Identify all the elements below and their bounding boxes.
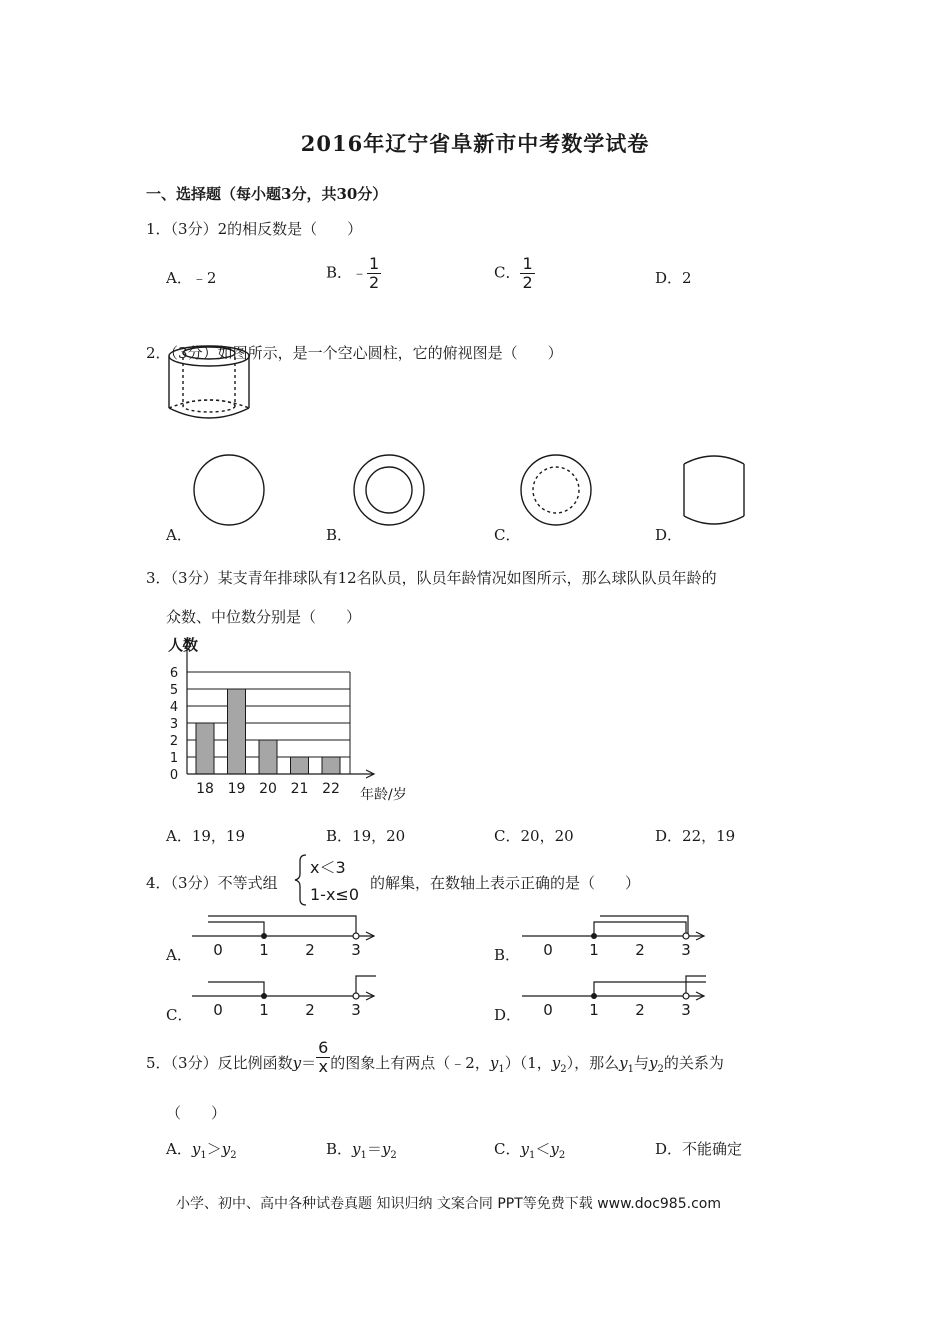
q5-fraction [316, 1039, 330, 1076]
q4-inequality-system [294, 852, 374, 908]
q4-inequality-2: 1-x≤0 [310, 885, 360, 904]
chart-x-tick-labels [196, 781, 340, 797]
bar-age-19 [228, 689, 246, 774]
q4-stem-suffix: 的解集，在数轴上表示正确的是（ ） [370, 874, 641, 892]
hollow-cylinder-figure [160, 338, 260, 428]
number-line-label: 3 [351, 1001, 361, 1019]
subscript: 1 [200, 1150, 207, 1161]
open-point-icon [683, 933, 689, 939]
q4-option-a: A． [166, 946, 192, 964]
q3-option-b: B．19，20 [326, 827, 406, 845]
option-letter: B． [326, 1140, 353, 1158]
q4-inequality-1: x＜3 [310, 858, 346, 877]
q5-var-y: y [381, 1140, 391, 1158]
operator: ＝ [366, 1140, 382, 1158]
q5-answer-paren: （ ） [166, 1104, 227, 1122]
q5-var-y: y [550, 1140, 559, 1158]
x-tick-label: 21 [290, 781, 309, 797]
q1-option-c [494, 255, 535, 292]
q1-option-c-fraction [520, 255, 534, 292]
bar-age-22 [322, 757, 340, 774]
q5-stem [146, 1037, 724, 1076]
q5-var-y: y [551, 1054, 561, 1072]
solution-bracket [686, 976, 706, 996]
number-line-label: 1 [589, 941, 599, 959]
x-tick-label: 18 [196, 781, 214, 797]
fraction-denominator: x [318, 1056, 328, 1076]
number-line-label: 2 [305, 1001, 315, 1019]
q2-option-c-figure [519, 453, 595, 529]
subscript: 2 [560, 1064, 567, 1075]
q5-option-d: D．不能确定 [655, 1140, 743, 1158]
q3-stem-line2: 众数、中位数分别是（ ） [166, 608, 362, 626]
q3-stem-line1: 3．（3分）某支青年排球队有12名队员，队员年龄情况如图所示，那么球队队员年龄的 [146, 569, 717, 587]
number-line-label: 2 [305, 941, 315, 959]
y-tick-label: 6 [169, 666, 179, 681]
q5-and: 与 [633, 1054, 649, 1072]
x-tick-label: 22 [322, 781, 340, 797]
number-line-label: 3 [351, 941, 361, 959]
q5-var-y: y [520, 1140, 529, 1158]
subscript: 1 [360, 1150, 367, 1161]
bar-age-21 [291, 757, 309, 774]
number-line-label: 0 [543, 1001, 553, 1019]
q4-option-d: D． [494, 1006, 522, 1024]
q3-option-c: C．20，20 [494, 827, 574, 845]
q1-option-c-prefix: C． [494, 263, 521, 282]
chart-bars [196, 689, 340, 774]
number-line-label: 1 [589, 1001, 599, 1019]
q1-option-b-prefix: B．﹣ [326, 263, 368, 282]
q2-option-a: A． [166, 526, 192, 544]
q5-relation: 的关系为 [663, 1054, 724, 1072]
subscript: 2 [390, 1150, 397, 1161]
q4-option-b: B． [494, 946, 521, 964]
q4-option-a-number-line [186, 910, 386, 960]
number-line-label: 3 [681, 941, 691, 959]
operator: ＜ [535, 1140, 551, 1158]
open-point-icon [353, 933, 359, 939]
fraction-numerator: 6 [318, 1037, 329, 1057]
q4-option-b-number-line [516, 910, 716, 960]
fraction-numerator: 1 [369, 254, 380, 273]
q5-var-y: y [648, 1054, 658, 1072]
q5-var-y: y [489, 1054, 499, 1072]
q3-option-d: D．22，19 [655, 827, 736, 845]
page-footer: 小学、初中、高中各种试卷真题 知识归纳 文案合同 PPT等免费下载 www.doc985.com [176, 1196, 721, 1212]
q4-option-c: C． [166, 1006, 193, 1024]
open-point-icon [683, 993, 689, 999]
option-letter: C． [494, 1140, 521, 1158]
q4-option-d-number-line [516, 970, 716, 1020]
q3-option-a: A．19，19 [166, 827, 246, 845]
q1-option-a: A．﹣2 [166, 269, 217, 287]
solution-bracket [594, 982, 706, 996]
y-tick-label: 3 [169, 717, 179, 732]
bar-age-18 [196, 723, 214, 774]
y-tick-label: 5 [169, 683, 179, 698]
q5-var-y: y [221, 1140, 231, 1158]
option-letter: A． [166, 1140, 192, 1158]
q1-stem: 1．（3分）2的相反数是（ ） [146, 220, 363, 238]
y-tick-label: 2 [169, 734, 179, 749]
operator: ＞ [206, 1140, 222, 1158]
solution-bracket [600, 916, 688, 936]
q5-option-c [494, 1138, 565, 1161]
fraction-denominator: 2 [522, 273, 533, 292]
number-line-label: 0 [213, 1001, 223, 1019]
bar-age-20 [259, 740, 277, 774]
closed-point-icon [591, 993, 597, 999]
fraction-numerator: 1 [522, 254, 533, 273]
page-title: 2016年辽宁省阜新市中考数学试卷 [300, 131, 650, 156]
solution-bracket [208, 922, 264, 936]
q1-option-b [326, 255, 381, 292]
number-line-label: 0 [213, 941, 223, 959]
q2-option-d: D． [655, 526, 683, 544]
open-point-icon [353, 993, 359, 999]
number-line-label: 2 [635, 941, 645, 959]
subscript: 1 [627, 1064, 634, 1075]
section-heading: 一、选择题（每小题3分，共30分） [146, 185, 388, 203]
solution-bracket [594, 922, 686, 936]
q5-option-b [326, 1138, 397, 1161]
q5-option-a [166, 1138, 237, 1161]
subscript: 2 [657, 1064, 664, 1075]
q4-option-c-number-line [186, 970, 386, 1020]
solution-bracket [356, 976, 376, 996]
q5-var-y: y [292, 1054, 302, 1072]
subscript: 1 [528, 1150, 536, 1161]
q5-point-sep: ）（1， [504, 1054, 552, 1072]
q5-var-y: y [352, 1140, 361, 1158]
q2-option-b-figure [352, 453, 428, 529]
q5-var-y: y [191, 1140, 201, 1158]
q5-var-y: y [619, 1054, 628, 1072]
q2-option-a-figure [192, 453, 268, 529]
chart-y-axis-label: 人数 [168, 636, 199, 654]
q1-option-d: D．2 [655, 269, 692, 287]
solution-bracket [208, 982, 264, 996]
q2-stem: 2．（3分）如图所示，是一个空心圆柱，它的俯视图是（ ） [146, 344, 563, 362]
number-line-label: 0 [543, 941, 553, 959]
q4-stem-prefix: 4．（3分）不等式组 [146, 874, 278, 892]
y-tick-label: 4 [169, 700, 179, 715]
q1-option-b-fraction [367, 255, 381, 292]
q5-equals: ＝ [301, 1054, 317, 1072]
solution-bracket [208, 916, 356, 936]
x-tick-label: 20 [259, 781, 277, 797]
y-tick-label: 1 [169, 751, 179, 766]
x-tick-label: 19 [227, 781, 246, 797]
q2-option-d-figure [680, 456, 750, 526]
number-line-label: 3 [681, 1001, 691, 1019]
q5-stem-suffix: ），那么 [566, 1054, 620, 1072]
number-line-label: 1 [259, 1001, 269, 1019]
number-line-label: 1 [259, 941, 269, 959]
fraction-denominator: 2 [369, 273, 380, 292]
q5-stem-mid: 的图象上有两点（﹣2， [330, 1054, 490, 1072]
closed-point-icon [591, 933, 597, 939]
chart-x-axis-label: 年龄/岁 [360, 787, 407, 803]
subscript: 2 [558, 1150, 566, 1161]
y-tick-label: 0 [169, 768, 179, 783]
q3-age-bar-chart [160, 630, 430, 805]
subscript: 1 [498, 1064, 505, 1075]
q2-option-b: B． [326, 526, 353, 544]
number-line-label: 2 [635, 1001, 645, 1019]
q2-option-c: C． [494, 526, 521, 544]
closed-point-icon [261, 933, 267, 939]
closed-point-icon [261, 993, 267, 999]
q5-stem-prefix: 5．（3分）反比例函数 [146, 1054, 293, 1072]
subscript: 2 [230, 1150, 237, 1161]
chart-y-tick-labels [170, 666, 178, 783]
